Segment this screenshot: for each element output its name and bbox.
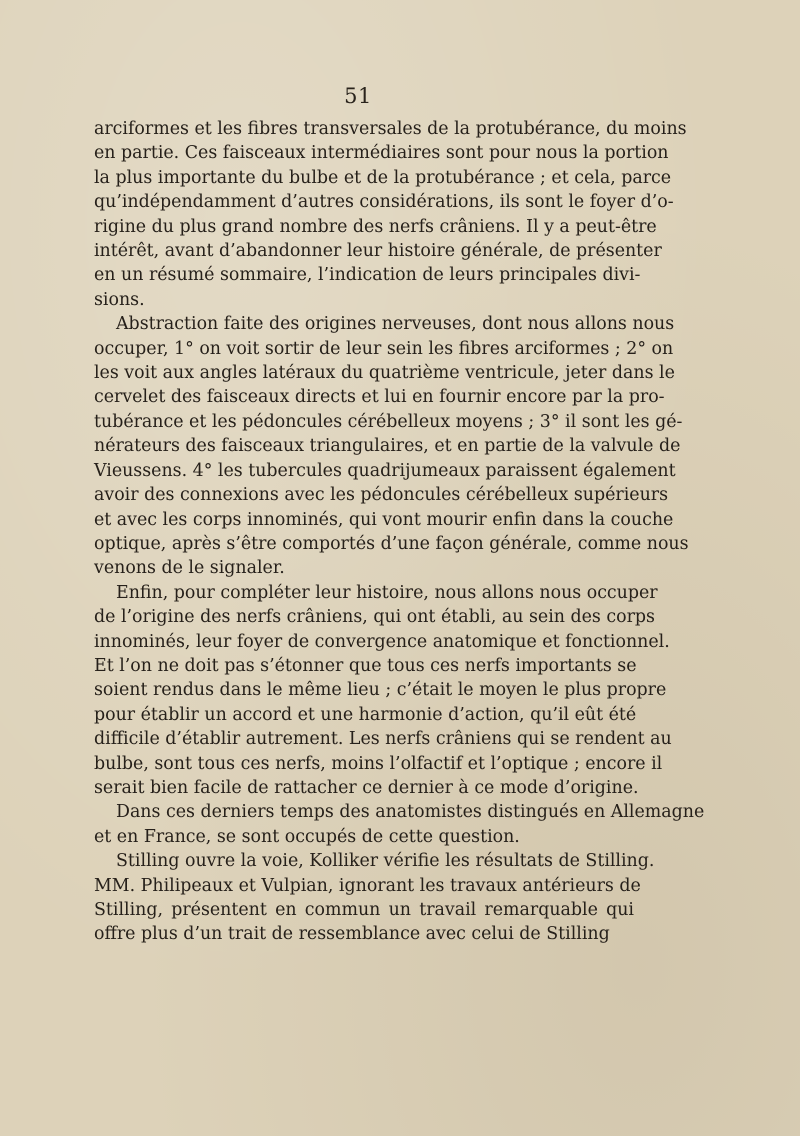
paragraph (94, 117, 687, 312)
text-line: Dans ces derniers temps des anatomistes distingués en Allemagne (116, 802, 705, 823)
text-line: les voit aux angles latéraux du quatrième ventricule, jeter dans le (94, 363, 675, 384)
text-line: innominés, leur foyer de convergence anatomique et fonctionnel. (94, 631, 670, 652)
text-line: optique, après s’être comportés d’une façon générale, comme nous (94, 533, 689, 554)
text-line: en un résumé sommaire, l’indication de leurs principales divi- (94, 265, 641, 286)
text-line: Abstraction faite des origines nerveuses, dont nous allons nous (116, 314, 675, 335)
body-text (94, 117, 705, 947)
paragraph (94, 800, 705, 849)
text-line: qu’indépendamment d’autres considérations, ils sont le foyer d’o- (94, 192, 674, 213)
text-line: et en France, se sont occupés de cette question. (94, 826, 520, 847)
text-line: avoir des connexions avec les pédoncules cérébelleux supérieurs (94, 485, 669, 506)
text-line: tubérance et les pédoncules cérébelleux moyens ; 3° il sont les gé- (94, 411, 683, 432)
text-line: Stilling ouvre la voie, Kolliker vérifie les résultats de Stilling. (116, 851, 655, 872)
text-line: la plus importante du bulbe et de la protubérance ; et cela, parce (94, 167, 672, 188)
text-line: cervelet des faisceaux directs et lui en fournir encore par la pro- (94, 387, 665, 408)
text-line: offre plus d’un trait de ressemblance avec celui de Stilling (94, 924, 610, 945)
text-line: intérêt, avant d’abandonner leur histoire générale, de présenter (94, 241, 662, 262)
text-line: sions. (94, 289, 145, 310)
text-line: difficile d’établir autrement. Les nerfs crâniens qui se rendent au (94, 729, 672, 750)
text-line: Et l’on ne doit pas s’étonner que tous ces nerfs importants se (94, 655, 637, 676)
text-line: occuper, 1° on voit sortir de leur sein les fibres arciformes ; 2° on (94, 338, 674, 359)
paragraph (94, 581, 672, 801)
text-line: Vieussens. 4° les tubercules quadrijumeaux paraissent également (94, 460, 676, 481)
text-line: MM. Philipeaux et Vulpian, ignorant les travaux antérieurs de (94, 875, 641, 896)
text-line: soient rendus dans le même lieu ; c’était le moyen le plus propre (94, 680, 667, 701)
text-line: Enfin, pour compléter leur histoire, nous allons nous occuper (116, 582, 658, 603)
text-line: serait bien facile de rattacher ce dernier à ce mode d’origine. (94, 777, 639, 798)
text-line: arciformes et les fibres transversales de la protubérance, du moins (94, 119, 687, 139)
paragraph (94, 849, 655, 947)
paragraph (94, 312, 689, 580)
text-line: rigine du plus grand nombre des nerfs crâniens. Il y a peut-être (94, 216, 657, 237)
text-line: pour établir un accord et une harmonie d’action, qu’il eût été (94, 704, 637, 725)
text-line: et avec les corps innominés, qui vont mourir enfin dans la couche (94, 509, 674, 530)
text-line: nérateurs des faisceaux triangulaires, et en partie de la valvule de (94, 436, 681, 457)
text-line: venons de le signaler. (94, 558, 285, 579)
text-line: bulbe, sont tous ces nerfs, moins l’olfactif et l’optique ; encore il (94, 753, 663, 774)
text-line: de l’origine des nerfs crâniens, qui ont établi, au sein des corps (94, 607, 655, 628)
page-number: 51 (344, 84, 372, 108)
text-line: en partie. Ces faisceaux intermédiaires sont pour nous la portion (94, 143, 669, 164)
text-line: Stilling, présentent en commun un travail remarquable qui (94, 900, 634, 920)
